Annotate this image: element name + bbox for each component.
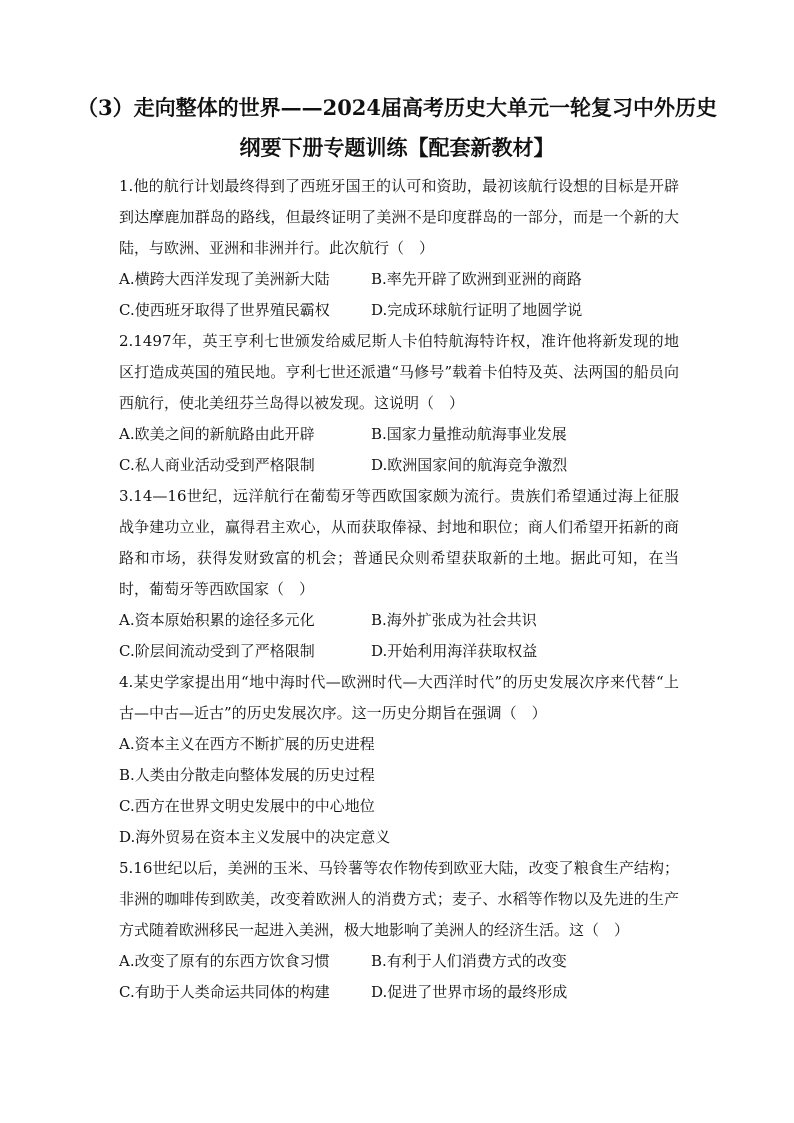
page-title-line-2: 纲要下册专题训练【配套新教材】 [239,135,555,160]
question-3-option-a[interactable]: A.资本原始积累的途径多元化 [119,611,315,629]
question-2 [119,326,679,481]
question-3-options-row-2 [119,636,679,667]
question-1-option-b[interactable]: B.率先开辟了欧洲到亚洲的商路 [371,270,582,288]
question-3-stem: 3.14—16世纪，远洋航行在葡萄牙等西欧国家颇为流行。贵族们希望通过海上征服战争建功立业，赢得君主欢心，从而获取俸禄、封地和职位；商人们希望开拓新的商路和市场，获得发财致富的机会；普通民众则希望获取新的土地。据此可知，在当时，葡萄牙等西欧国家（ ） [119,487,679,598]
question-4-option-a[interactable]: A.资本主义在西方不断扩展的历史进程 [119,735,375,753]
question-4-stem: 4.某史学家提出用“地中海时代—欧洲时代—大西洋时代”的历史发展次序来代替“上古—中古—近古”的历史发展次序。这一历史分期旨在强调（ ） [119,673,679,722]
question-4-option-b[interactable]: B.人类由分散走向整体发展的历史过程 [119,766,375,784]
question-2-option-b[interactable]: B.国家力量推动航海事业发展 [371,425,567,443]
question-1-option-d[interactable]: D.完成环球航行证明了地圆学说 [371,301,583,319]
question-2-option-d[interactable]: D.欧洲国家间的航海竞争激烈 [371,456,568,474]
question-1-option-a[interactable]: A.横跨大西洋发现了美洲新大陆 [119,270,330,288]
question-5-option-d[interactable]: D.促进了世界市场的最终形成 [371,983,568,1001]
question-1-options-row-1 [119,264,679,295]
question-5-option-c[interactable]: C.有助于人类命运共同体的构建 [119,983,330,1001]
question-2-option-a[interactable]: A.欧美之间的新航路由此开辟 [119,425,315,443]
question-4-option-c[interactable]: C.西方在世界文明史发展中的中心地位 [119,797,375,815]
question-5-option-a[interactable]: A.改变了原有的东西方饮食习惯 [119,952,330,970]
question-5-options-row-1 [119,946,679,977]
question-2-options-row-1 [119,419,679,450]
question-2-stem: 2.1497年，英王亨利七世颁发给威尼斯人卡伯特航海特许权，准许他将新发现的地区打造成英国的殖民地。亨利七世还派遣“马修号”载着卡伯特及英、法两国的船员向西航行，使北美纽芬兰岛得以被发现。这说明（ ） [119,332,679,412]
question-5-options-row-2 [119,977,679,1008]
question-1-stem: 1.他的航行计划最终得到了西班牙国王的认可和资助，最初该航行设想的目标是开辟到达摩鹿加群岛的路线，但最终证明了美洲不是印度群岛的一部分，而是一个新的大陆，与欧洲、亚洲和非洲并行。此次航行（ ） [119,177,679,257]
question-2-option-c[interactable]: C.私人商业活动受到严格限制 [119,456,315,474]
page-title-line-1: （3）走向整体的世界——2024届高考历史大单元一轮复习中外历史 [76,95,718,120]
question-5-stem: 5.16世纪以后，美洲的玉米、马铃薯等农作物传到欧亚大陆，改变了粮食生产结构；非洲的咖啡传到欧美，改变着欧洲人的消费方式；麦子、水稻等作物以及先进的生产方式随着欧洲移民一起进入美洲，极大地影响了美洲人的经济生活。这（ ） [119,859,679,939]
question-1 [119,171,679,326]
question-3-option-c[interactable]: C.阶层间流动受到了严格限制 [119,642,315,660]
question-2-options-row-2 [119,450,679,481]
question-3-option-b[interactable]: B.海外扩张成为社会共识 [371,611,537,629]
question-1-options-row-2 [119,295,679,326]
question-3-options-row-1 [119,605,679,636]
question-4 [119,667,679,853]
question-3 [119,481,679,667]
question-list [119,171,679,1008]
question-5 [119,853,679,1008]
question-4-option-d[interactable]: D.海外贸易在资本主义发展中的决定意义 [119,828,391,846]
question-3-option-d[interactable]: D.开始利用海洋获取权益 [371,642,538,660]
question-5-option-b[interactable]: B.有利于人们消费方式的改变 [371,952,567,970]
question-1-option-c[interactable]: C.使西班牙取得了世界殖民霸权 [119,301,330,319]
